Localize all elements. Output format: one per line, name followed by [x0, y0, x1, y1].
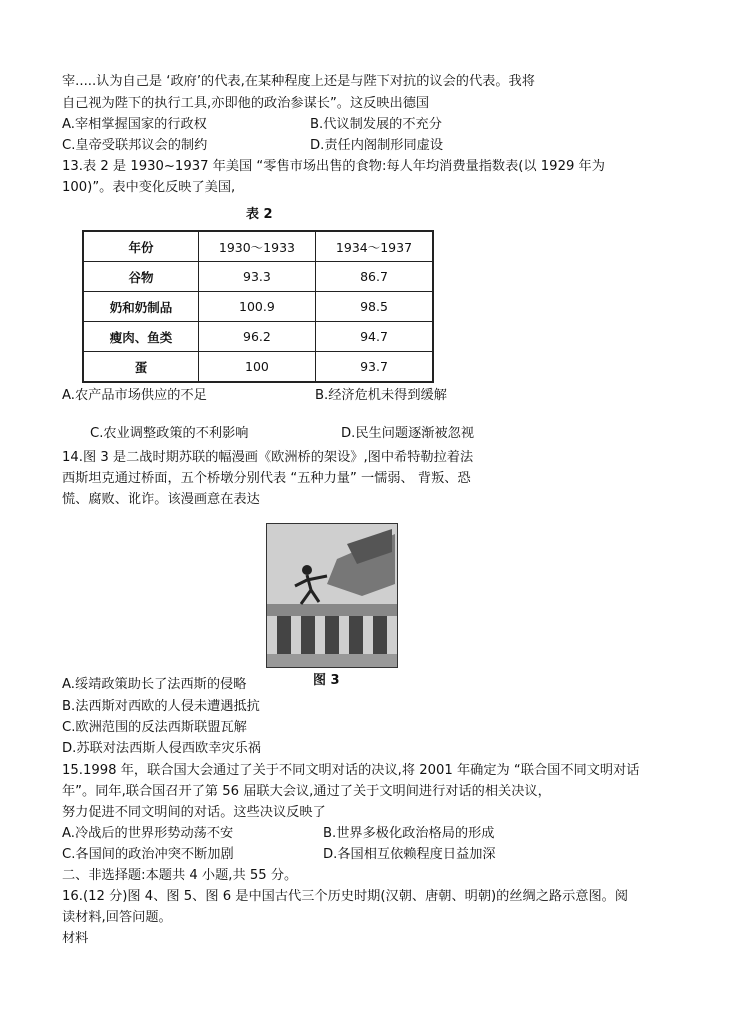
table-cell: 93.7: [315, 352, 433, 383]
q12-text-line2: 自己视为陛下的执行工具,亦即他的政治参谋长”。这反映出德国: [62, 96, 430, 111]
q12-text-line1: 宰.....认为自己是 ‘政府’的代表,在某种程度上还是与陛下对抗的议会的代表。我将: [62, 74, 535, 89]
q13-option-b: B.经济危机未得到缓解: [315, 388, 447, 403]
q16-text-line2: 读材料,回答问题。: [62, 910, 172, 925]
table-cell: 谷物: [83, 262, 198, 292]
figure-caption: 图 3: [313, 673, 340, 688]
q14-text-line2: 西斯坦克通过桥面，五个桥墩分别代表 “五种力量” 一懦弱、 背叛、恐: [62, 471, 471, 486]
q15-text-line2: 年”。同年,联合国召开了第 56 届联大会议,通过了关于文明间进行对话的相关决议，: [62, 784, 551, 799]
q15-text-line1: 15.1998 年，联合国大会通过了关于不同文明对话的决议,将 2001 年确定为 “联合国不同文明对话: [62, 763, 640, 778]
table-cell: 98.5: [315, 292, 433, 322]
table-caption: 表 2: [246, 207, 273, 222]
q15-text-line3: 努力促进不同文明间的对话。这些决议反映了: [62, 805, 326, 820]
q13-option-a: A.农产品市场供应的不足: [62, 388, 207, 403]
table-header-cell: 1930～1933: [198, 231, 315, 262]
q13-option-c: C.农业调整政策的不利影响: [90, 426, 249, 441]
bridge-cartoon-drawing: [267, 524, 397, 667]
q14-option-a: A.绥靖政策助长了法西斯的侵略: [62, 677, 247, 692]
q15-option-d: D.各国相互依赖程度日益加深: [323, 847, 496, 862]
table-cell: 93.3: [198, 262, 315, 292]
q14-text-line1: 14.图 3 是二战时期苏联的幅漫画《欧洲桥的架设》,图中希特勒拉着法: [62, 450, 474, 465]
table-cell: 奶和奶制品: [83, 292, 198, 322]
q13-text-line1: 13.表 2 是 1930~1937 年美国 “零售市场出售的食物:每人年均消费量指数表(以 1929 年为: [62, 159, 605, 174]
table-row: [83, 322, 433, 352]
table-row: [83, 352, 433, 383]
table-cell: 100: [198, 352, 315, 383]
table-header-cell: 1934～1937: [315, 231, 433, 262]
table-cell: 100.9: [198, 292, 315, 322]
q14-option-b: B.法西斯对西欧的人侵未遭遇抵抗: [62, 699, 260, 714]
q15-option-a: A.冷战后的世界形势动荡不安: [62, 826, 234, 841]
table-cell: 蛋: [83, 352, 198, 383]
q15-option-b: B.世界多极化政治格局的形成: [323, 826, 495, 841]
q12-option-d: D.责任内阁制形同虚设: [310, 138, 444, 153]
q12-option-a: A.宰相掌握国家的行政权: [62, 117, 207, 132]
q14-option-c: C.欧洲范围的反法西斯联盟瓦解: [62, 720, 247, 735]
table-cell: 96.2: [198, 322, 315, 352]
q15-option-c: C.各国间的政治冲突不断加剧: [62, 847, 234, 862]
table-header-row: [83, 231, 433, 262]
q12-option-c: C.皇帝受联邦议会的制约: [62, 138, 208, 153]
table-cell: 94.7: [315, 322, 433, 352]
section-heading: 二、非选择题:本题共 4 小题,共 55 分。: [62, 868, 298, 883]
table-row: [83, 292, 433, 322]
table-header-cell: 年份: [83, 231, 198, 262]
q13-text-line2: 100)”。表中变化反映了美国,: [62, 180, 236, 195]
q13-option-d: D.民生问题逐渐被忽视: [341, 426, 475, 441]
q14-option-d: D.苏联对法西斯人侵西欧幸灾乐祸: [62, 741, 261, 756]
table-cell: 瘦肉、鱼类: [83, 322, 198, 352]
q14-text-line3: 慌、腐败、讹诈。该漫画意在表达: [62, 492, 260, 507]
q12-option-b: B.代议制发展的不充分: [310, 117, 442, 132]
q16-text-line1: 16.(12 分)图 4、图 5、图 6 是中国古代三个历史时期(汉朝、唐朝、明朝)的丝绸之路示意图。阅: [62, 889, 629, 904]
consumption-index-table: [82, 230, 434, 383]
table-cell: 86.7: [315, 262, 433, 292]
table-row: [83, 262, 433, 292]
bridge-cartoon-image: [266, 523, 398, 668]
material-label: 材料: [62, 931, 89, 946]
